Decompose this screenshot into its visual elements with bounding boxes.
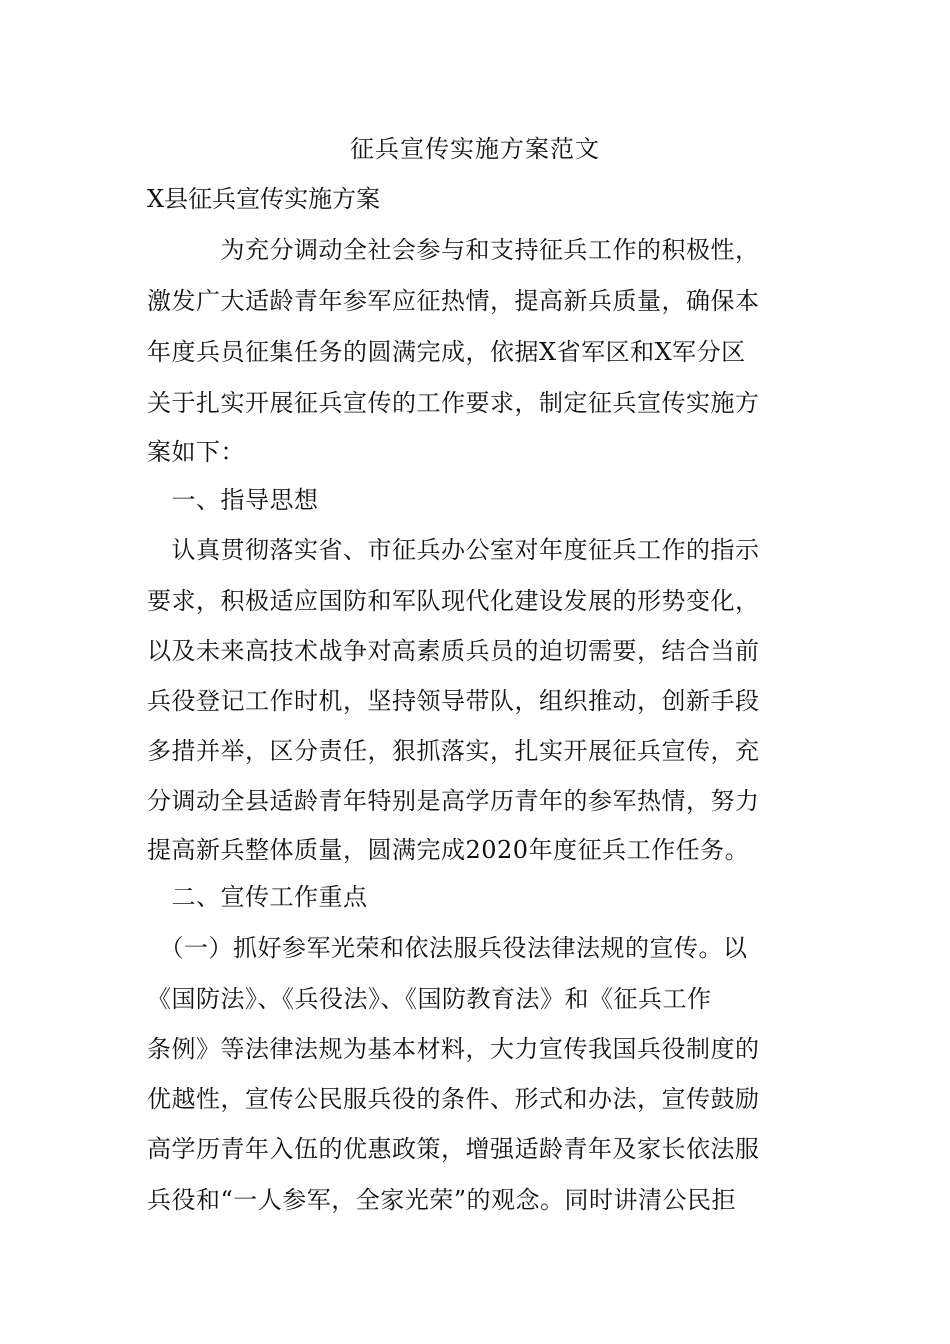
document-title: 征兵宣传实施方案范文 [350,135,600,163]
body-line: （一）抓好参军光荣和依法服兵役法律法规的宣传。以 [147,934,748,962]
body-line: 要求，积极适应国防和军队现代化建设发展的形势变化， [147,587,760,615]
body-line: 提高新兵整体质量，圆满完成2020年度征兵工作任务。 [147,836,750,864]
body-line: 兵役登记工作时机，坚持领导带队，组织推动，创新手段 [147,687,760,715]
body-line: 为充分调动全社会参与和支持征兵工作的积极性， [147,236,760,264]
body-line: 兵役和“一人参军，全家光荣”的观念。同时讲清公民拒 [147,1186,737,1214]
body-line: 分调动全县适龄青年特别是高学历青年的参军热情，努力 [147,787,760,815]
body-line: 认真贯彻落实省、市征兵办公室对年度征兵工作的指示 [147,536,760,564]
section-heading: 二、宣传工作重点 [147,883,368,911]
body-line: 条例》等法律法规为基本材料，大力宣传我国兵役制度的 [147,1035,760,1063]
body-line: 高学历青年入伍的优惠政策，增强适龄青年及家长依法服 [147,1135,760,1163]
body-line: 多措并举，区分责任，狠抓落实，扎实开展征兵宣传，充 [147,737,760,765]
body-line: 优越性，宣传公民服兵役的条件、形式和办法，宣传鼓励 [147,1085,760,1113]
body-line: 案如下： [147,438,245,466]
document-subtitle: X县征兵宣传实施方案 [147,185,381,213]
body-line: 年度兵员征集任务的圆满完成，依据X省军区和X军分区 [147,338,746,366]
body-line: 关于扎实开展征兵宣传的工作要求，制定征兵宣传实施方 [147,389,760,417]
body-line: 激发广大适龄青年参军应征热情，提高新兵质量，确保本 [147,287,760,315]
body-line: 以及未来高技术战争对高素质兵员的迫切需要，结合当前 [147,637,760,665]
section-heading: 一、指导思想 [147,486,319,514]
body-line: 《国防法》、《兵役法》、《国防教育法》和《征兵工作 [147,985,712,1013]
